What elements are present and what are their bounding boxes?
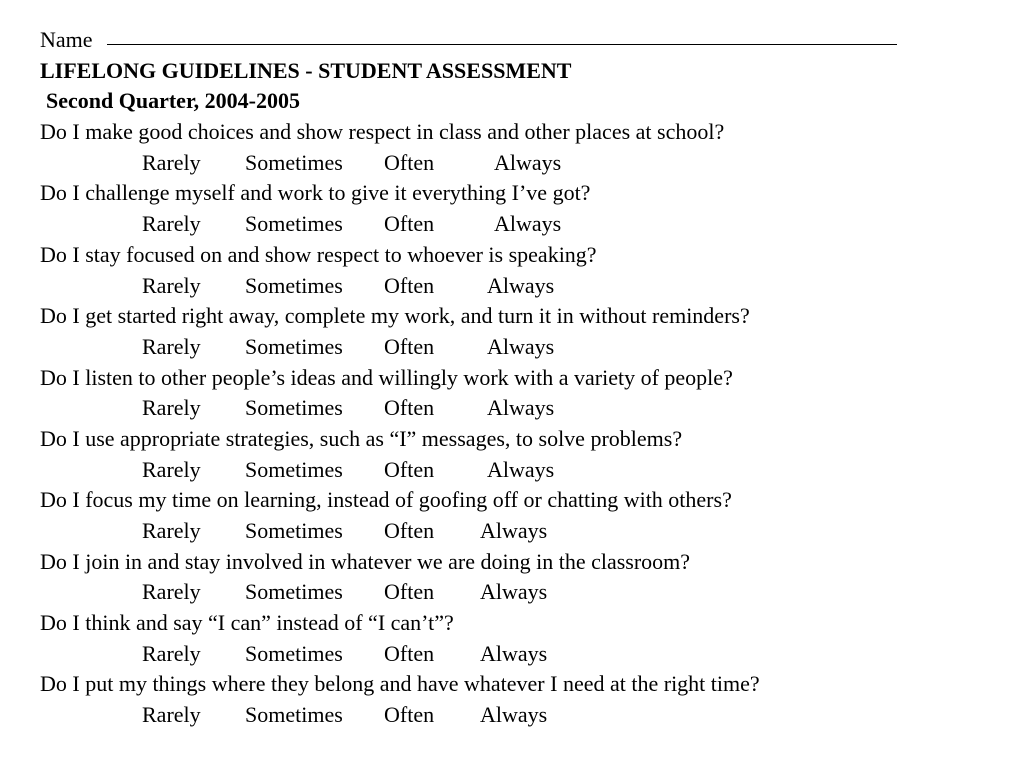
option-sometimes[interactable]: Sometimes (245, 702, 343, 728)
question-8: Do I join in and stay involved in whatever we are doing in the classroom? (40, 548, 691, 574)
option-often[interactable]: Often (384, 456, 435, 482)
option-often[interactable]: Often (384, 395, 435, 421)
question-7: Do I focus my time on learning, instead of goofing off or chatting with others? (40, 487, 732, 513)
option-always[interactable]: Always (487, 272, 555, 298)
option-always[interactable]: Always (480, 518, 548, 543)
option-always[interactable]: Always (487, 333, 555, 359)
rating-scale-9 (40, 639, 1000, 670)
rating-scale-8 (40, 577, 1000, 608)
question-list (40, 117, 1000, 731)
question-4: Do I get started right away, complete my work, and turn it in without reminders? (40, 303, 750, 329)
question-6: Do I use appropriate strategies, such as “I” messages, to solve problems? (40, 425, 683, 451)
rating-scale-5 (40, 393, 1000, 424)
question-10: Do I put my things where they belong and have whatever I need at the right time? (40, 671, 760, 697)
document-subtitle: Second Quarter, 2004-2005 (46, 88, 301, 114)
option-sometimes[interactable]: Sometimes (245, 518, 343, 543)
question-2: Do I challenge myself and work to give it everything I’ve got? (40, 180, 591, 206)
option-often[interactable]: Often (384, 579, 435, 605)
option-often[interactable]: Often (384, 272, 435, 298)
option-rarely[interactable]: Rarely (142, 272, 201, 298)
rating-scale-4 (40, 332, 1000, 363)
name-label: Name (40, 27, 93, 52)
option-sometimes[interactable]: Sometimes (245, 211, 343, 237)
rating-scale-10 (40, 700, 1000, 731)
question-5: Do I listen to other people’s ideas and willingly work with a variety of people? (40, 364, 733, 390)
option-sometimes[interactable]: Sometimes (245, 272, 343, 298)
option-always[interactable]: Always (480, 702, 548, 728)
rating-scale-2 (40, 209, 1000, 240)
option-always[interactable]: Always (480, 640, 548, 666)
option-sometimes[interactable]: Sometimes (245, 333, 343, 359)
assessment-document (40, 25, 1000, 731)
option-sometimes[interactable]: Sometimes (245, 579, 343, 605)
option-rarely[interactable]: Rarely (142, 702, 201, 728)
option-often[interactable]: Often (384, 211, 435, 237)
option-always[interactable]: Always (494, 149, 562, 175)
option-often[interactable]: Often (384, 333, 435, 359)
option-always[interactable]: Always (494, 211, 562, 237)
option-often[interactable]: Often (384, 702, 435, 728)
option-rarely[interactable]: Rarely (142, 333, 201, 359)
rating-scale-6 (40, 455, 1000, 486)
option-sometimes[interactable]: Sometimes (245, 395, 343, 421)
option-always[interactable]: Always (487, 395, 555, 421)
option-rarely[interactable]: Rarely (142, 456, 201, 482)
option-rarely[interactable]: Rarely (142, 518, 201, 543)
option-rarely[interactable]: Rarely (142, 211, 201, 237)
option-sometimes[interactable]: Sometimes (245, 640, 343, 666)
name-blank-line[interactable] (107, 24, 897, 45)
name-row (40, 25, 1000, 56)
rating-scale-7 (40, 516, 1000, 547)
rating-scale-1 (40, 148, 1000, 179)
document-title: LIFELONG GUIDELINES - STUDENT ASSESSMENT (40, 57, 572, 83)
option-always[interactable]: Always (487, 456, 555, 482)
option-rarely[interactable]: Rarely (142, 579, 201, 605)
option-always[interactable]: Always (480, 579, 548, 605)
option-often[interactable]: Often (384, 518, 435, 543)
rating-scale-3 (40, 271, 1000, 302)
option-sometimes[interactable]: Sometimes (245, 456, 343, 482)
question-3: Do I stay focused on and show respect to whoever is speaking? (40, 241, 597, 267)
option-rarely[interactable]: Rarely (142, 640, 201, 666)
option-rarely[interactable]: Rarely (142, 149, 201, 175)
option-often[interactable]: Often (384, 640, 435, 666)
option-often[interactable]: Often (384, 149, 435, 175)
question-1: Do I make good choices and show respect in class and other places at school? (40, 119, 725, 145)
option-rarely[interactable]: Rarely (142, 395, 201, 421)
question-9: Do I think and say “I can” instead of “I can’t”? (40, 610, 454, 636)
option-sometimes[interactable]: Sometimes (245, 149, 343, 175)
